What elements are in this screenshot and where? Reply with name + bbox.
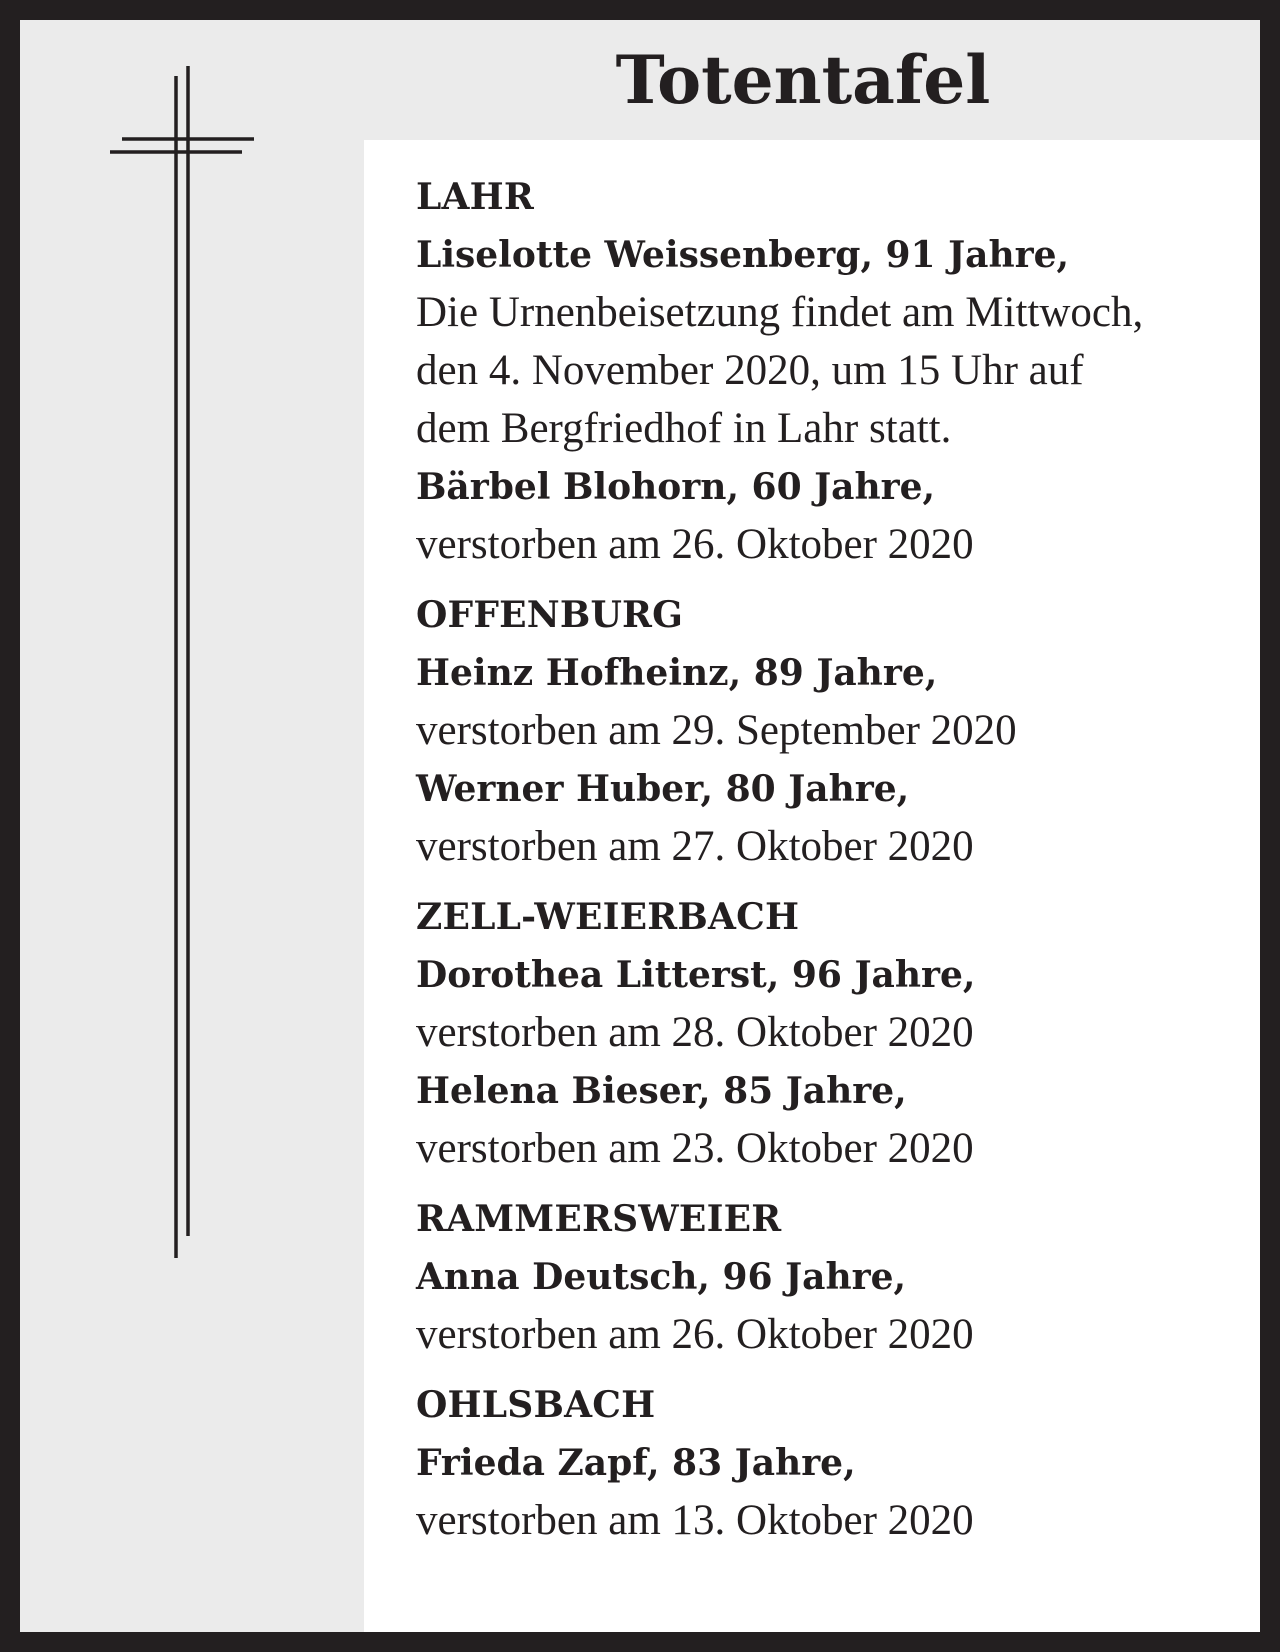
- obituary-detail: den 4. November 2020, um 15 Uhr auf: [416, 347, 1084, 394]
- page-title: Totentafel: [615, 41, 991, 119]
- obituary-entry: [416, 946, 1236, 1062]
- obituary-entry: [416, 1062, 1236, 1178]
- town-section: [416, 168, 1236, 574]
- obituary-list: [416, 168, 1236, 1550]
- town-heading: RAMMERSWEIER: [416, 1198, 782, 1240]
- deceased-name: Frieda Zapf, 83 Jahre,: [416, 1442, 856, 1484]
- obituary-detail: verstorben am 23. Oktober 2020: [416, 1125, 974, 1172]
- deceased-name: Helena Bieser, 85 Jahre,: [416, 1070, 907, 1112]
- obituary-detail: verstorben am 29. September 2020: [416, 707, 1017, 754]
- obituary-detail: verstorben am 27. Oktober 2020: [416, 823, 974, 870]
- town-section: [416, 1190, 1236, 1364]
- deceased-name: Heinz Hofheinz, 89 Jahre,: [416, 652, 938, 694]
- obituary-detail: Die Urnenbeisetzung findet am Mittwoch,: [416, 289, 1144, 336]
- town-section: [416, 1376, 1236, 1550]
- obituary-entry: [416, 1248, 1236, 1364]
- obituary-entry: [416, 1434, 1236, 1550]
- town-heading: OFFENBURG: [416, 594, 684, 636]
- town-section: [416, 586, 1236, 876]
- obituary-entry: [416, 760, 1236, 876]
- obituary-entry: [416, 644, 1236, 760]
- town-heading: OHLSBACH: [416, 1384, 656, 1426]
- town-section: [416, 888, 1236, 1178]
- deceased-name: Liselotte Weissenberg, 91 Jahre,: [416, 234, 1070, 276]
- obituary-detail: verstorben am 26. Oktober 2020: [416, 1311, 974, 1358]
- obituary-detail: verstorben am 28. Oktober 2020: [416, 1009, 974, 1056]
- obituary-entry: [416, 458, 1236, 574]
- obituary-detail: verstorben am 26. Oktober 2020: [416, 521, 974, 568]
- town-heading: ZELL-WEIERBACH: [416, 896, 800, 938]
- deceased-name: Anna Deutsch, 96 Jahre,: [416, 1256, 907, 1298]
- deceased-name: Bärbel Blohorn, 60 Jahre,: [416, 466, 936, 508]
- town-heading: LAHR: [416, 176, 534, 218]
- obituary-panel: [364, 140, 1260, 1632]
- obituary-entry: [416, 226, 1236, 458]
- obituary-detail: dem Bergfriedhof in Lahr statt.: [416, 405, 952, 452]
- obituary-detail: verstorben am 13. Oktober 2020: [416, 1497, 974, 1544]
- deceased-name: Werner Huber, 80 Jahre,: [416, 768, 910, 810]
- deceased-name: Dorothea Litterst, 96 Jahre,: [416, 954, 976, 996]
